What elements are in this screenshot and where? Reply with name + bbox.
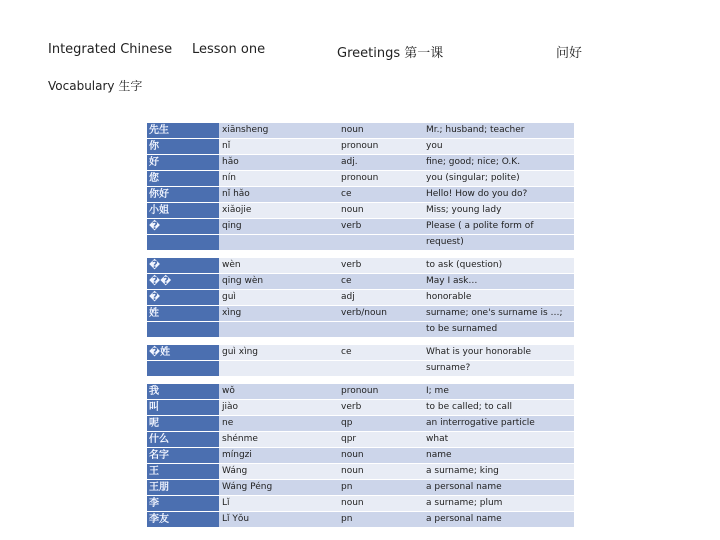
pinyin-cell: xìng xyxy=(219,306,338,322)
table-row xyxy=(147,400,574,416)
pinyin-cell: nín xyxy=(219,171,338,187)
meaning-cell: Miss; young lady xyxy=(423,203,574,219)
pos-cell: noun xyxy=(338,496,423,512)
pos-cell: adj. xyxy=(338,155,423,171)
row-spacer xyxy=(147,338,574,345)
pinyin-cell: nǐ hǎo xyxy=(219,187,338,203)
table-row xyxy=(147,448,574,464)
table-row xyxy=(147,432,574,448)
meaning-cell: a personal name xyxy=(423,512,574,528)
table-row xyxy=(147,171,574,187)
hanzi-cell: 什么 xyxy=(147,432,219,448)
pinyin-cell: shénme xyxy=(219,432,338,448)
meaning-cell: you xyxy=(423,139,574,155)
course-title: Integrated Chinese xyxy=(48,42,173,57)
meaning-cell: I; me xyxy=(423,384,574,400)
pos-cell: pronoun xyxy=(338,384,423,400)
meaning-continuation-cell: surname? xyxy=(423,361,574,377)
hanzi-cell: 王 xyxy=(147,464,219,480)
spacer-cell xyxy=(147,251,574,258)
table-row xyxy=(147,496,574,512)
pinyin-cell: ne xyxy=(219,416,338,432)
pinyin-cell: Lǐ Yǒu xyxy=(219,512,338,528)
meaning-cell: a surname; king xyxy=(423,464,574,480)
table-row-continuation xyxy=(147,235,574,251)
hanzi-cell: 您 xyxy=(147,171,219,187)
pos-cell: ce xyxy=(338,345,423,361)
table-row xyxy=(147,480,574,496)
meaning-cell: to ask (question) xyxy=(423,258,574,274)
hanzi-cell: 先生 xyxy=(147,123,219,139)
empty-cell xyxy=(338,235,423,251)
table-row xyxy=(147,123,574,139)
empty-cell xyxy=(338,322,423,338)
meaning-cell: what xyxy=(423,432,574,448)
pos-cell: pronoun xyxy=(338,171,423,187)
hanzi-cell: 好 xyxy=(147,155,219,171)
table-row xyxy=(147,306,574,322)
empty-cell xyxy=(147,235,219,251)
table-row-continuation xyxy=(147,322,574,338)
hanzi-cell: 叫 xyxy=(147,400,219,416)
hanzi-cell: � xyxy=(147,290,219,306)
pos-cell: pronoun xyxy=(338,139,423,155)
hanzi-cell: 呢 xyxy=(147,416,219,432)
meaning-cell: a personal name xyxy=(423,480,574,496)
pinyin-cell: Lǐ xyxy=(219,496,338,512)
table-row-continuation xyxy=(147,361,574,377)
pos-cell: ce xyxy=(338,187,423,203)
pos-cell: verb xyxy=(338,219,423,235)
table-row xyxy=(147,290,574,306)
pos-cell: ce xyxy=(338,274,423,290)
meaning-cell: you (singular; polite) xyxy=(423,171,574,187)
pinyin-cell: wǒ xyxy=(219,384,338,400)
pos-cell: noun xyxy=(338,123,423,139)
topic-title: Greetings 第一课 xyxy=(337,46,444,61)
meaning-cell: What is your honorable xyxy=(423,345,574,361)
table-row xyxy=(147,187,574,203)
pinyin-cell: xiǎojie xyxy=(219,203,338,219)
table-row xyxy=(147,219,574,235)
pos-cell: verb xyxy=(338,258,423,274)
meaning-cell: an interrogative particle xyxy=(423,416,574,432)
pinyin-cell: nǐ xyxy=(219,139,338,155)
pinyin-cell: jiào xyxy=(219,400,338,416)
table-row xyxy=(147,464,574,480)
spacer-cell xyxy=(147,338,574,345)
meaning-cell: honorable xyxy=(423,290,574,306)
table-row xyxy=(147,203,574,219)
table-row xyxy=(147,384,574,400)
pos-cell: qp xyxy=(338,416,423,432)
empty-cell xyxy=(147,322,219,338)
pinyin-cell: hǎo xyxy=(219,155,338,171)
meaning-cell: fine; good; nice; O.K. xyxy=(423,155,574,171)
meaning-cell: Please ( a polite form of xyxy=(423,219,574,235)
pinyin-cell: guì xyxy=(219,290,338,306)
empty-cell xyxy=(147,361,219,377)
hanzi-cell: 姓 xyxy=(147,306,219,322)
table-row xyxy=(147,512,574,528)
pinyin-cell: Wáng Péng xyxy=(219,480,338,496)
hello-title: 问好 xyxy=(556,46,583,61)
pinyin-cell: wèn xyxy=(219,258,338,274)
empty-cell xyxy=(219,235,338,251)
meaning-continuation-cell: to be surnamed xyxy=(423,322,574,338)
hanzi-cell: 李友 xyxy=(147,512,219,528)
pinyin-cell: guì xìng xyxy=(219,345,338,361)
meaning-continuation-cell: request) xyxy=(423,235,574,251)
pos-cell: verb xyxy=(338,400,423,416)
row-spacer xyxy=(147,251,574,258)
row-spacer xyxy=(147,377,574,384)
hanzi-cell: 我 xyxy=(147,384,219,400)
empty-cell xyxy=(219,361,338,377)
table-row xyxy=(147,416,574,432)
pinyin-cell: qing wèn xyxy=(219,274,338,290)
table-row xyxy=(147,139,574,155)
hanzi-cell: 李 xyxy=(147,496,219,512)
hanzi-cell: 你 xyxy=(147,139,219,155)
meaning-cell: to be called; to call xyxy=(423,400,574,416)
meaning-cell: Mr.; husband; teacher xyxy=(423,123,574,139)
pos-cell: qpr xyxy=(338,432,423,448)
vocabulary-table xyxy=(147,123,574,528)
hanzi-cell: 小姐 xyxy=(147,203,219,219)
pos-cell: noun xyxy=(338,448,423,464)
empty-cell xyxy=(338,361,423,377)
pinyin-cell: Wáng xyxy=(219,464,338,480)
pos-cell: pn xyxy=(338,480,423,496)
lesson-label: Lesson one xyxy=(192,42,266,57)
meaning-cell: Hello! How do you do? xyxy=(423,187,574,203)
pinyin-cell: míngzi xyxy=(219,448,338,464)
pinyin-cell: xiānsheng xyxy=(219,123,338,139)
hanzi-cell: 你好 xyxy=(147,187,219,203)
hanzi-cell: �姓 xyxy=(147,345,219,361)
vocabulary-table-body xyxy=(147,123,574,528)
table-row xyxy=(147,155,574,171)
hanzi-cell: 名字 xyxy=(147,448,219,464)
meaning-cell: May I ask… xyxy=(423,274,574,290)
meaning-cell: name xyxy=(423,448,574,464)
meaning-cell: surname; one's surname is …; xyxy=(423,306,574,322)
pos-cell: noun xyxy=(338,464,423,480)
meaning-cell: a surname; plum xyxy=(423,496,574,512)
empty-cell xyxy=(219,322,338,338)
vocabulary-heading: Vocabulary 生字 xyxy=(48,79,143,93)
table-row xyxy=(147,258,574,274)
table-row xyxy=(147,345,574,361)
pinyin-cell: qing xyxy=(219,219,338,235)
spacer-cell xyxy=(147,377,574,384)
hanzi-cell: � xyxy=(147,258,219,274)
pos-cell: pn xyxy=(338,512,423,528)
hanzi-cell: 王朋 xyxy=(147,480,219,496)
hanzi-cell: �� xyxy=(147,274,219,290)
pos-cell: adj xyxy=(338,290,423,306)
pos-cell: verb/noun xyxy=(338,306,423,322)
hanzi-cell: � xyxy=(147,219,219,235)
pos-cell: noun xyxy=(338,203,423,219)
table-row xyxy=(147,274,574,290)
